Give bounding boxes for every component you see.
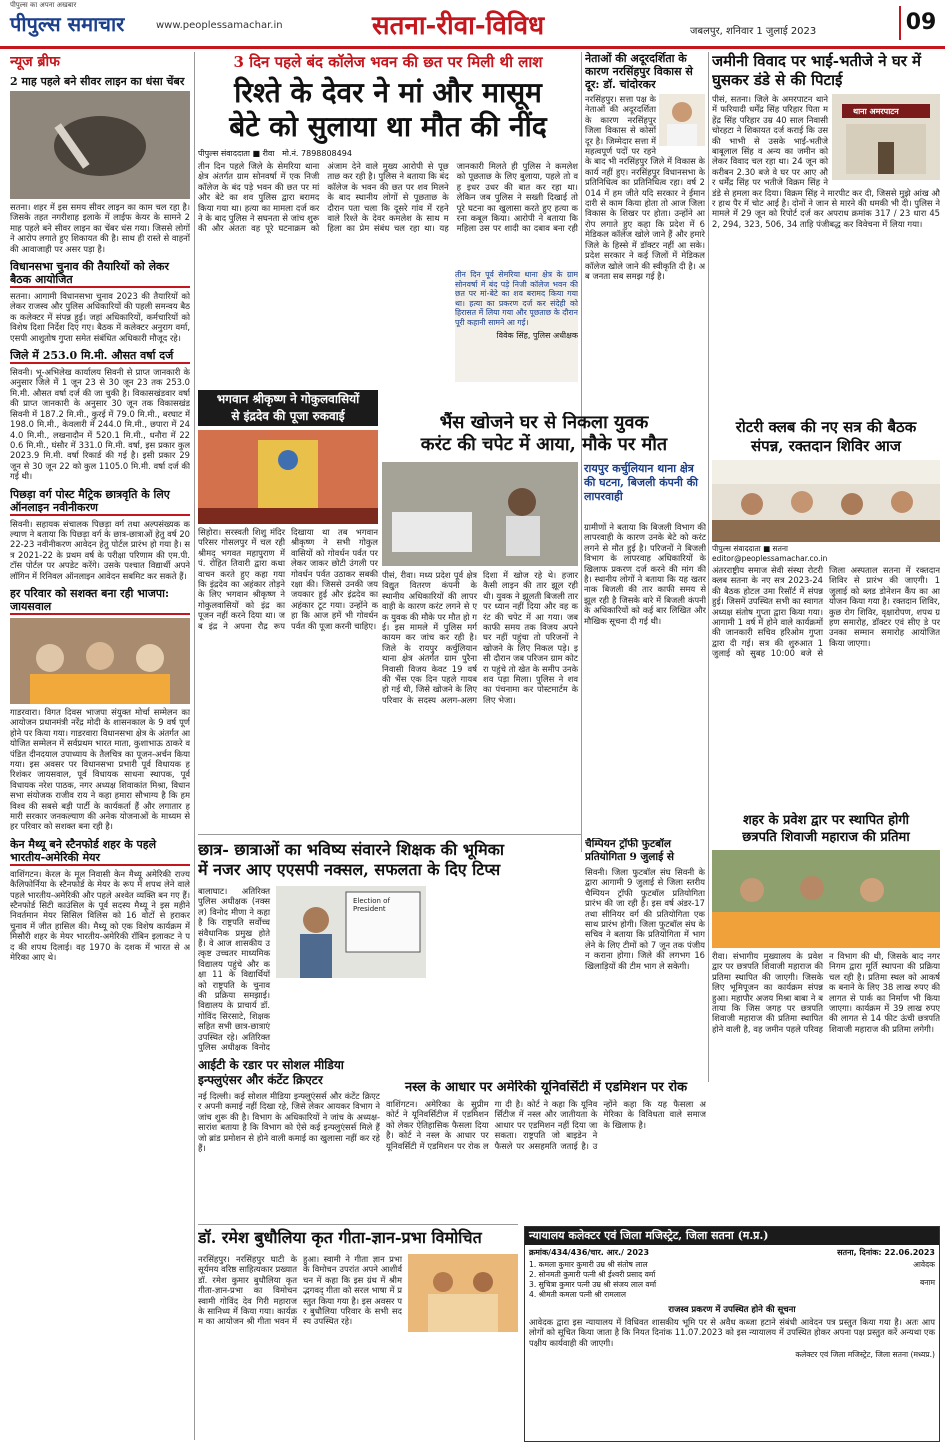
shivaji-body: रीवा। संभागीय मुख्यालय के प्रवेश द्वार पर छत्रपति शिवाजी महाराज की प्रतिमा स्थापित की जाएगी। जिसके लिए भूमिपूजन का कार्यक्रम संपन्न हुआ। महापौर अजय मिश्रा बाबा ने बताया कि जिस जगह पर छत्रपति शिवाजी महाराज की प्रतिमा स्थापित होने वाली है, वह जमीन पहले परिवहन विभाग की थी, जिसके बाद नगर निगम द्वारा मूर्ति स्थापना की प्रक्रिया चल रही है। प्रतिमा स्थल को आकर्षक बनाने के लिए 38 लाख रुपए की लागत से पार्क का निर्माण भी किया जाएगा। कार्यक्रम में 39 लाख रुपए की लागत से 14 फीट ऊंची छत्रपति शिवाजी महाराज की प्रतिमा लगेगी। bbox=[712, 951, 940, 1034]
students-headline-2: में नजर आए एएसपी नक्सल, सफलता के दिए टिप्स bbox=[198, 860, 501, 879]
rotary-body: अंतरराष्ट्रीय समाज सेवी संस्था रोटरी क्लब सतना के नए सत्र 2023-24 की बैठक होटल उमा रिसॉर्ट में संपन्न हुई। जिसमें उपस्थित सभी का स्वागत अध्यक्ष संतोष गुप्ता द्वारा किया गया। आगामी 1 वर्ष में होने वाले कार्यक्रमों की जानकारी सचिव हरिओम गुप्ता द्वारा दी गई। सत्र की शुरुआत 1 जुलाई को सुबह 10:00 बजे से जिला अस्पताल सतना में रक्तदान शिविर से प्रारंभ की जाएगी। 1 जुलाई को ब्लड डोनेशन कैंप का आयोजन किया गया है। रक्तदान शिविर, कुछ रोग शिविर, वृक्षारोपण, शपथ ग्रहण समारोह, डॉक्टर एवं सीए डे पर उनका सम्मान समारोह आयोजित किया जाएगा। bbox=[712, 565, 940, 659]
buffalo-side-deck: रायपुर कर्चुलियान थाना क्षेत्र की घटना, बिजली कंपनी की लापरवाही bbox=[584, 462, 698, 503]
brief-body: सतना। आगामी विधानसभा चुनाव 2023 की तैयारियों को लेकर राजस्व और पुलिस अधिकारियों की पहली समन्वय बैठक कलेक्टर में संपन्न हुई। जहां अधिकारियों, कर्मचारियों को विशेष दिशा निर्देश दिए गए। बैठक में कलेक्टर अनुराग वर्मा, एसपी आशुतोष गुप्ता समेत संबंधित अधिकारी मौजूद रहे। bbox=[10, 291, 190, 343]
sewer-photo-art bbox=[10, 91, 190, 199]
brief-title: जिले में 253.0 मि.मी. औसत वर्षा दर्ज bbox=[10, 349, 190, 364]
krishna-headline-2: से इंद्रदेव की पूजा रुकवाई bbox=[198, 409, 378, 426]
gita-story bbox=[198, 1228, 518, 1442]
rotary-photo bbox=[712, 460, 940, 542]
buffalo-story bbox=[382, 412, 706, 832]
notice-parties bbox=[525, 1260, 939, 1300]
neta-body: नरसिंहपुर। सत्ता पक्ष के नेताओं की अदूरदर्शिता के कारण नरसिंहपुर जिला विकास से कोसों दूर है। जिम्मेदार सत्ता में महत्वपूर्ण पदों पर रहने के बाद भी नरसिंहपुर जिले में विकास के कार्य नहीं हुए। नरसिंहपुर विधानसभा के प्रतिनिधित्व का प्रतिनिधित्व रहा। वर्ष 2014 में हम जीते यदि सरकार ने ईमानदारी से काम किया होता तो आज जिला विकास के शिखर पर होता। उन्होंने आरोप लगाते हुए कहा कि प्रदेश में 6 मेडिकल कॉलेज खोले जाने हैं और हमारे जिले के हिस्से में डॉक्टर नहीं आ सके। प्रदेश सरकार ने कई जिलों में मेडिकल कॉलेज खोले जाने की स्वीकृति दी है। अब जनता सब समझ गई है। bbox=[585, 94, 705, 281]
us-univ-headline: नस्ल के आधार पर अमेरिकी यूनिवर्सिटी में एडमिशन पर रोक bbox=[404, 1080, 688, 1095]
lead-body: तीन दिन पहले जिले के सेमरिया थाना क्षेत्र अंतर्गत ग्राम सोनवर्षा में एक निजी कॉलेज के बंद पड़े भवन की छत पर मां और बेटे का शव पुलिस द्वारा बरामद किया गया था। हत्या का मामला दर्ज करने के बाद पुलिस ने सघनता से जांच शुरू की और अंततः वह पूरे घटनाक्रम को अंजाम देने वाले मुख्य आरोपी से पूछताछ कर रही है। पुलिस ने बताया कि बंद कॉलेज के भवन की छत पर शव मिलने के बाद स्थानीय लोगों से पूछताछ के दौरान पता चला कि दूसरे गांव में रहने वाले रिश्ते के देवर कमलेश के साथ महिला का प्रेम संबंध चल रहा था। यह जानकारी मिलते ही पुलिस ने कमलेश को पूछताछ के लिए बुलाया, पहले तो वह इधर उधर की बात कर रहा था। लेकिन जब पुलिस ने सख्ती दिखाई तो पूरे घटना का खुलासा करते हुए हत्या करना कबूल किया। आरोपी ने बताया कि महिला उस पर शादी का दबाव बना रही bbox=[198, 161, 578, 234]
classroom-photo bbox=[276, 886, 426, 978]
football-story bbox=[585, 838, 705, 1078]
shivaji-headline-1: शहर के प्रवेश द्वार पर स्थापित होगी bbox=[742, 813, 910, 828]
sewer-photo bbox=[10, 91, 190, 199]
brief-body: सिवनी। सहायक संचालक पिछड़ा वर्ग तथा अल्पसंख्यक कल्याण ने बताया कि पिछड़ा वर्ग के छात्र-छात्राओं हेतु वर्ष 2022-23 नवीनीकरण आवेदन हेतु पोर्टल प्रारंभ हो गया है। सत्र 2021-22 के प्रथम वर्ष के परीक्षा परिणाम की एम.पी. टॉस पोर्टल पर अपडेट करेंगे। उसके पश्चात विद्यार्थी अपने लॉगिन में रिनिवल ऑनलाइन आवेदन सबमिट कर सकते हैं। bbox=[10, 518, 190, 581]
brief-title: पिछड़ा वर्ग पोस्ट मैट्रिक छात्रवृति के लिए ऑनलाइन नवीनीकरण bbox=[10, 488, 190, 516]
news-brief-column bbox=[10, 52, 190, 1442]
notice-title: न्यायालय कलेक्टर एवं जिला मजिस्ट्रेट, जिला सतना (म.प्र.) bbox=[525, 1227, 939, 1245]
notice-applicant: आवेदक bbox=[913, 1260, 935, 1269]
students-story bbox=[198, 840, 582, 1052]
brief-badge: न्यूज ब्रीफ bbox=[10, 54, 60, 70]
students-body: बालाघाट। अतिरिक्त पुलिस अधीक्षक (नक्सल) विनोद मीणा ने कहा है कि राष्ट्रपति सर्वोच्च संवैधानिक प्रमुख होते हैं। वे आज शासकीय उत्कृष्ट उच्चतर माध्यमिक विद्यालय पहुंचे और कक्षा 11 के विद्यार्थियों को राष्ट्रपति के चुनाव की प्रक्रिया समझाई। विद्यालय के प्राचार्य डॉ. गोविंद सिरसाटे, शिक्षक सहित सभी छात्र-छात्राएं उपस्थित रहे। अतिरिक्त पुलिस अधीक्षक विनोद bbox=[198, 886, 270, 1052]
it-body: नई दिल्ली। कई सोशल मीडिया इन्फ्लुएंसर्स और कंटेंट क्रिएटर अपनी कमाई नहीं दिखा रहे, जिसे लेकर आयकर विभाग ने जांच शुरू की है। विभाग के अधिकारियों ने जांच के अध्यक्ष-सारांश बताया है कि विभाग को ऐसे कई इन्फ्लुएंसर्स मिले हैं जो ब्रांड प्रमोशन से होने वाली कमाई का खुलासा नहीं कर रहे हैं। bbox=[198, 1091, 380, 1154]
buffalo-side-body: ग्रामीणों ने बताया कि बिजली विभाग की लापरवाही के कारण उनके बेटे को करंट लगने से मौत हुई है। परिजनों ने बिजली विभाग के लापरवाह अधिकारियों के खिलाफ प्रकरण दर्ज करने की मांग की है। स्थानीय लोगों ने बताया कि यह खतरनाक बिजली की तार काफी समय से झूल रही है जिसके बारे में बिजली कंपनी के अधिकारियों को कई बार लिखित और मौखिक सूचना दी गई थी। bbox=[584, 522, 706, 626]
notice-date: सतना, दिनांक: 22.06.2023 bbox=[837, 1248, 935, 1257]
notice-roles bbox=[789, 1260, 935, 1300]
neta-portrait-art bbox=[659, 94, 705, 146]
notice-list-item: 1. कमला कुमार कुमारी उम्र श्री संतोष लाल bbox=[529, 1260, 648, 1269]
station-sign: थाना अमरपाटन bbox=[853, 107, 899, 116]
column-rule bbox=[708, 52, 709, 1082]
notice-body: आवेदक द्वारा इस न्यायालय में विधिवत शासकीय भूमि पर से अवैध कब्जा हटाने संबंधी आवेदन पत्र प्रस्तुत किया गया है। अतः आप लोगों को सूचित किया जाता है कि नियत दिनांक 11.07.2023 को इस न्यायालय में उपस्थित होकर अपना पक्ष प्रस्तुत करें अन्यथा एक पक्षीय कार्यवाही की जाएगी। bbox=[529, 1317, 935, 1348]
brand-name: पीपुल्स समाचार bbox=[10, 12, 125, 36]
lead-headline-1: रिश्ते के देवर ने मां और मासूम bbox=[234, 76, 542, 109]
row-rule bbox=[198, 1224, 518, 1225]
lead-headline-2: बेटे को सुलाया था मौत की नींद bbox=[229, 110, 547, 143]
whiteboard-text: Election of President bbox=[353, 897, 390, 913]
legal-notice bbox=[524, 1226, 940, 1442]
gita-body: नरसिंहपुर। नरसिंहपुर घाटी के सूर्यमय वरिष्ठ साहित्यकार प्रख्यात डॉ. रमेश कुमार बुधौलिया कृत गीता-ज्ञान-प्रभा का विमोचन स्वामी गोविंद देव गिरी महाराज के सानिध्य में किया गया। कार्यक्रम का आयोजन श्री गीता भवन में हुआ। स्वामी ने गीता ज्ञान प्रभा के विमोचन उपरांत अपने आशीर्वचन में कहा कि इस ग्रंथ में श्रीमद्भगवद् गीता को सरल भाषा में प्रस्तुत किया गया है। इस अवसर पर बुधौलिया परिवार के सभी सदस्य उपस्थित रहे। bbox=[198, 1254, 402, 1327]
us-univ-story bbox=[386, 1080, 706, 1220]
rotary-email[interactable]: editor@peoplessamachar.co.in bbox=[712, 554, 828, 563]
lead-story bbox=[198, 52, 578, 248]
section-title: सतना-रीवा-विविध bbox=[372, 11, 545, 41]
students-headline-1: छात्र- छात्राओं का भविष्य संवारने शिक्षक की भूमिका bbox=[198, 840, 505, 859]
lead-kicker: 3 दिन पहले बंद कॉलेज भवन की छत पर मिली थी लाश bbox=[233, 53, 543, 71]
bjp-meeting-art bbox=[10, 618, 190, 704]
brief-body: सतना। शहर में इस समय सीवर लाइन का काम चल रहा है। जिसके तहत नगरीशाह इलाके में लाईफ केयर के सामने 2 माह पहले बने सीवर लाइन का चेंबर धंस गया। जिससे लोगों ने आरोप लगाते हुए शिकायत की है। साथ ही रास्ते से वाहनों की आवाजाही पर असर पड़ा है। bbox=[10, 202, 190, 254]
notice-list bbox=[529, 1260, 789, 1300]
dateline: जबलपुर, शनिवार 1 जुलाई 2023 bbox=[690, 26, 817, 37]
hospital-photo bbox=[382, 462, 578, 566]
krishna-story bbox=[198, 390, 378, 808]
shivaji-photo-art bbox=[712, 850, 940, 948]
rotary-byline-text: पीपुल्स संवाददाता ■ सतना bbox=[712, 544, 789, 553]
lead-quote-box bbox=[455, 270, 578, 382]
column-rule bbox=[194, 52, 195, 1440]
buffalo-body: पीसं, रीवा। मध्य प्रदेश पूर्व क्षेत्र विद्युत वितरण कंपनी के स्थानीय अधिकारियों की लापरवाही के कारण करंट लगने से एक युवक की मौके पर मौत हो गई। इस मामले में पुलिस मर्ग कायम कर जांच कर रही है। जिले के रायपुर कर्चुलियान थाना क्षेत्र अंतर्गत ग्राम पुरैना निवासी विजय केवट 19 वर्ष की भैंस एक दिन पहले गायब हो गई थी, जिसे खोजने के लिए परिवार के सदस्य अलग-अलग दिशा में खोज रहे थे। हजार कैसी लाइन की तार झूल रही थी। युवक ने झूलती बिजली तार पर ध्यान नहीं दिया और वह करंट की चपेट में आ गया। जब काफी समय तक विजय अपने घर नहीं पहुंचा तो परिजनों ने खोजने के लिए निकल पड़े। इसी दौरान जब परिजन ग्राम कोटरा पहुंचे तो खेत के समीप उनके शव पड़ा मिला। पुलिस ने शव का पंचनामा कर पोस्टमार्टम के लिए भेजा। bbox=[382, 570, 578, 705]
it-headline: आईटी के रडार पर सोशल मीडिया इन्फ्लुएंसर और कंटेंट क्रिएटर bbox=[198, 1058, 344, 1087]
football-body: सिवनी। जिला फुटबॉल संघ सिवनी के द्वारा आगामी 9 जुलाई से जिला स्तरीय चैम्पियन ट्रॉफी फुटबॉल प्रतियोगिता प्रारंभ की जा रही है। इस वर्ष अंडर-17 तथा सीनियर वर्ग की प्रतियोगिता एक साथ प्रारंभ होगी। जिला फुटबॉल संघ के सचिव ने बताया कि प्रतियोगिता में भाग लेने के लिए टीमों को 7 जून तक पंजीयन कराना होगा। जिले की लगभग 16 खिलाड़ियों की टीम भाग ले सकेगी। bbox=[585, 867, 705, 971]
notice-meta bbox=[525, 1245, 939, 1260]
shivaji-headline-2: छत्रपति शिवाजी महाराज की प्रतिमा bbox=[742, 830, 910, 845]
gita-photo-art bbox=[408, 1254, 518, 1332]
football-headline: चैम्पियन ट्रॉफी फुटबॉल प्रतियोगिता 9 जुलाई से bbox=[585, 838, 674, 863]
gita-headline: डॉ. रमेश बुधौलिया कृत गीता-ज्ञान-प्रभा विमोचित bbox=[198, 1228, 482, 1247]
it-story bbox=[198, 1058, 380, 1220]
buffalo-headline-2: करंट की चपेट में आया, मौके पर मौत bbox=[420, 434, 668, 455]
brief-title: हर परिवार को सशक्त बना रही भाजपा: जायसवाल bbox=[10, 587, 190, 615]
lead-byline bbox=[198, 148, 578, 159]
rotary-story bbox=[712, 418, 940, 806]
brief-title: 2 माह पहले बने सीवर लाइन का धंसा चेंबर bbox=[10, 75, 185, 88]
us-univ-body: वाशिंगटन। अमेरिका के सुप्रीम कोर्ट ने यूनिवर्सिटीज में एडमिशन को लेकर ऐतिहासिक फैसला दिया है। कोर्ट ने नस्ल के आधार पर यूनिवर्सिटी में एडमिशन पर रोक लगा दी है। कोर्ट ने कहा कि यूनिवर्सिटीज में नस्ल और जातीयता के आधार पर एडमिशन नहीं दिया जा सकता। राष्ट्रपति जो बाइडेन ने फैसले पर असहमति जताई है। उन्होंने कहा कि यह फैसला अमेरिका के विविधता वाले समाज के खिलाफ है। bbox=[386, 1099, 706, 1151]
notice-heading: राजस्व प्रकरण में उपस्थित होने की सूचना bbox=[668, 1305, 796, 1315]
neta-headline: नेताओं की अदूरदर्शिता के कारण नरसिंहपुर विकास से दूर: डॉ. चांदोरकर bbox=[585, 52, 693, 91]
brief-body: सिवनी। भू-अभिलेख कार्यालय सिवनी से प्राप्त जानकारी के अनुसार जिले में 1 जून 23 से 30 जून 23 तक 253.0 मि.मी. औसत वर्षा दर्ज की जा चुकी है। विकासखंडवार वर्षा की प्राप्त जानकारी के अनुसार 30 जून तक विकासखंड सिवनी में 187.2 मि.मी., कुरई में 79.0 मि.मी., बरघाट में 198.0 मि.मी., केवलारी में 244.0 मि.मी., छपारा में 244.0 मि.मी., लखनादौन में 520.1 मि.मी., धनौरा में 220.6 मि.मी., घंसौर में 331.0 मि.मी. वर्षा, इस प्रकार कुल 2023.9 मि.मी. वर्षा रिकार्ड की गई है। इसी प्रकार 29 जून से 30 जून 22 को कुल 1105.0 मि.मी. वर्षा दर्ज की गई थी। bbox=[10, 367, 190, 482]
land-body: पीसं, सतना। जिले के अमरपाटन थाने में फरियादी धर्मेंद्र सिंह परिहार पिता महेंद्र सिंह परिहार उम्र 40 साल निवासी चोरहटा ने शिकायत दर्ज कराई कि उसकी भाभी से उसके भाई-भतीजे बाबूलाल सिंह व अन्य का जमीन को लेकर विवाद चल रहा था। 24 जून को करीबन 2.30 बजे वे घर पर आए और धर्मेंद्र सिंह पर भतीजे विक्रम सिंह ने डंडे से हमला कर दिया। विक्रम सिंह ने मारपीट कर दी, जिससे मुझे आंख और हाथ पैर में चोट आई है। दोनों ने जान से मारने की धमकी भी दी। पुलिस ने मामले में 29 जून को रिपोर्ट दर्ज कर अपराध क्रमांक 317 / 23 धारा 452, 294, 323, 506, 34 ताहि पंजीबद्ध कर विवेचना में लिया गया। bbox=[712, 94, 940, 229]
page-number: 09 bbox=[899, 6, 941, 40]
rotary-photo-art bbox=[712, 460, 940, 542]
notice-list-item: 2. सोनमती कुमारी पत्नी श्री ईश्वरी प्रसाद वर्मा bbox=[529, 1270, 656, 1279]
row-rule bbox=[198, 834, 582, 835]
brand-logo[interactable] bbox=[10, 1, 125, 37]
neta-story bbox=[585, 52, 705, 410]
neta-portrait bbox=[659, 94, 705, 146]
lead-quote: तीन दिन पूर्व सेमरिया थाना क्षेत्र के ग्राम सोनवर्षा में बंद पड़े निजी कॉलेज भवन की छत पर मां-बेटे का शव बरामद किया गया था। हत्या का प्रकरण दर्ज कर संदेही को हिरासत में लिया गया और पूछताछ के दौरान पूरी कहानी सामने आ गई। bbox=[455, 270, 578, 327]
notice-list-item: 3. सुचित्रा कुमार पत्नी उम्र श्री संजय लाल वर्मा bbox=[529, 1280, 657, 1289]
bjp-meeting-photo bbox=[10, 618, 190, 704]
brief-title: केन मैथ्यू बने स्टैनफोर्ड शहर के पहले भारतीय-अमेरिकी मेयर bbox=[10, 838, 190, 866]
shivaji-photo bbox=[712, 850, 940, 948]
krishna-body: सिहोरा। सरस्वती शिशु मंदिर परिसर गोसलपुर में चल रही श्रीमद् भगवत महापुराण में पं. रोहित तिवारी द्वारा कथा वाचन करते हुए कहा गया कि इंद्रदेव का अहंकार तोड़ने के लिए भगवान श्रीकृष्ण ने गोकुलवासियों को इंद्र का पूजन नहीं करने दिया था। जब इंद्र ने अपना रौद्र रूप दिखाया था तब भगवान श्रीकृष्ण ने सभी गोकुलवासियों को गोवर्धन पर्वत पर लेकर जाकर छोटी उंगली पर गोवर्धन पर्वत उठाकर सबकी रक्षा की। जिससे उनकी जय जयकार हुई और इंद्रदेव का अहंकार टूट गया। उन्होंने कहा कि आज हमें भी गोवर्धन पर्वत की पूजा करनी चाहिए। bbox=[198, 527, 378, 631]
krishna-photo bbox=[198, 430, 378, 524]
rotary-headline-1: रोटरी क्लब की नए सत्र की बैठक bbox=[735, 418, 917, 436]
masthead bbox=[0, 0, 945, 49]
police-station-photo bbox=[832, 94, 940, 180]
brief-title: विधानसभा चुनाव की तैयारियों को लेकर बैठक आयोजित bbox=[10, 260, 190, 288]
site-url[interactable]: www.peoplessamachar.in bbox=[156, 20, 283, 31]
gita-photo bbox=[408, 1254, 518, 1332]
hospital-photo-art bbox=[382, 462, 578, 566]
brand-tagline: पीपुल्स का अपना अखबार bbox=[10, 1, 77, 9]
notice-list-item: 4. श्रीमती कमला पत्नी श्री रामलाल bbox=[529, 1290, 627, 1299]
rotary-headline-2: संपन्न, रक्तदान शिविर आज bbox=[751, 437, 901, 455]
byline-mobile: मो.नं. 7898808494 bbox=[282, 149, 352, 158]
notice-respondent: बनाम bbox=[919, 1278, 935, 1287]
buffalo-headline-1: भैंस खोजने घर से निकला युवक bbox=[439, 412, 649, 433]
land-headline: जमीनी विवाद पर भाई-भतीजे ने घर में घुसकर डंडे से की पिटाई bbox=[712, 52, 922, 89]
brief-body: वाशिंगटन। केरल के मूल निवासी केन मैथ्यू अमेरिकी राज्य कैलिफोर्निया के स्टैनफोर्ड के मेयर के रूप में शपथ लेने वाले पहले भारतीय-अमेरिकी और पहले अश्वेत व्यक्ति बन गए हैं। स्टैनफोर्ड सिटी काउंसिल के पूर्व सदस्य मैथ्यू ने इस महीने निवर्तमान मेयर सिसिल विलिस को 16 वोटों से हराकर चुनाव में जीत हासिल की। मैथ्यू को एक विशेष कार्यक्रम में मिसौरी शहर के मेयर भारतीय-अमेरिकी रॉबिन इलाकट ने पद की शपथ दिलाई। वह 1970 के दशक में भारत से अमेरिका आए थे। bbox=[10, 868, 190, 963]
lead-quote-by: विवेक सिंह, पुलिस अधीक्षक bbox=[496, 331, 578, 340]
brief-body: गाडरवारा। विगत दिवस भाजपा संयुक्त मोर्चा सम्मेलन का आयोजन प्रधानमंत्री नरेंद्र मोदी के शासनकाल के 9 वर्ष पूर्ण होने पर किया गया। गाडरवारा विधानसभा क्षेत्र के अंतर्गत आयोजित सम्मेलन में सर्वप्रथम भारत माता, कुशाभाऊ ठाकरे व पंडित दीनदयाल उपाध्याय के तैलचित्र का पूजन-अर्चन किया गया। इस अवसर पर विधानसभा प्रभारी पूर्व विधायक हरिशंकर जायसवाल, पूर्व विधायक साधना स्थापक, पूर्व विधायक नरेश पाठक, नगर अध्यक्ष शिवाकांत मिश्रा, विधानसभा संयोजक राजीव राय ने कहा हमारा सौभाग्य है कि हम विश्व की सबसे बड़ी पार्टी के कार्यकर्ता हैं और लगातार हमारी सरकार जनकल्याण की अनेक योजनाओं के माध्यम से हर परिवार को सशक्त बना रही है। bbox=[10, 706, 190, 832]
notice-signoff: कलेक्टर एवं जिला मजिस्ट्रेट, जिला सतना (मध्यप्र.) bbox=[795, 1350, 935, 1360]
rotary-byline bbox=[712, 544, 940, 563]
land-story bbox=[712, 52, 940, 410]
byline-text: पीपुल्स संवाददाता ■ रीवा bbox=[198, 149, 275, 158]
krishna-photo-art bbox=[198, 430, 378, 524]
krishna-headline-1: भगवान श्रीकृष्ण ने गोकुलवासियों bbox=[198, 390, 378, 409]
notice-case-no: क्रमांक/434/436/चार. आर./ 2023 bbox=[529, 1248, 650, 1257]
